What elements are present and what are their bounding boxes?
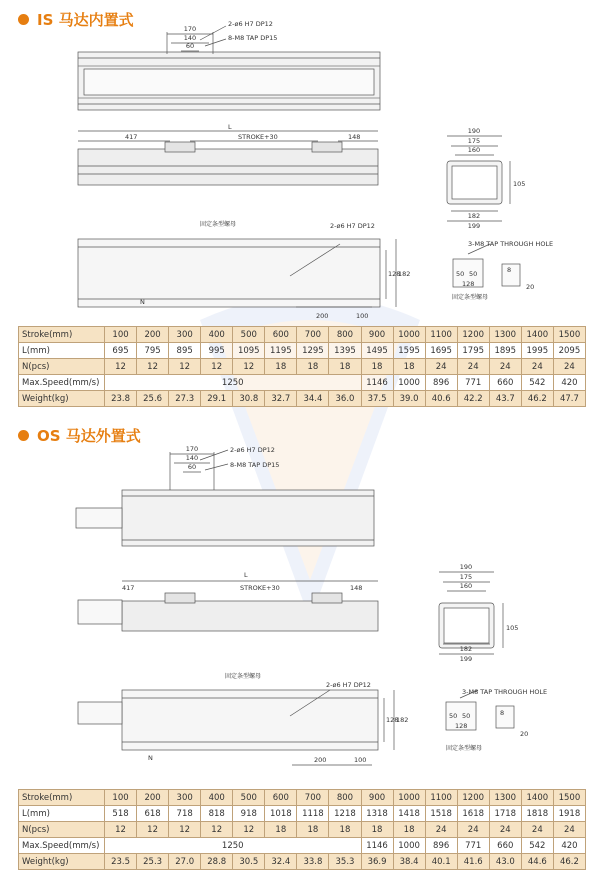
table-cell: 18 [265, 822, 297, 838]
table-row [19, 854, 586, 870]
drawing-os [0, 440, 606, 785]
table-row [19, 806, 586, 822]
table-cell: 41.6 [457, 854, 489, 870]
table-cell: 1318 [361, 806, 393, 822]
table-cell: 12 [169, 822, 201, 838]
table-cell: 32.4 [265, 854, 297, 870]
table-cell: 12 [201, 359, 233, 375]
table-cell: 1195 [265, 343, 297, 359]
row-label: Max.Speed(mm/s) [19, 375, 105, 391]
table-cell: 34.4 [297, 391, 329, 407]
table-cell: 1500 [553, 790, 585, 806]
table-cell: 918 [233, 806, 265, 822]
table-cell: 18 [265, 359, 297, 375]
dim-N: N [148, 754, 153, 762]
table-cell: 1718 [489, 806, 521, 822]
detail-50a: 50 [449, 712, 458, 720]
table-cell: 24 [521, 359, 553, 375]
table-cell: 28.8 [201, 854, 233, 870]
table-cell: 1818 [521, 806, 553, 822]
table-cell: 1200 [457, 790, 489, 806]
table-cell: 30.8 [233, 391, 265, 407]
table-cell: 900 [361, 790, 393, 806]
dim-140: 140 [185, 454, 199, 462]
table-cell: 1250 [105, 838, 362, 854]
row-label: Stroke(mm) [19, 790, 105, 806]
table-cell: 795 [137, 343, 169, 359]
table-cell: 660 [489, 838, 521, 854]
table-cell: 27.3 [169, 391, 201, 407]
nut-label: 固定条型螺母 [225, 673, 262, 680]
dim-L: L [228, 123, 232, 131]
table-row [19, 391, 586, 407]
dim-N: N [140, 298, 145, 306]
table-cell: 1500 [553, 327, 585, 343]
table-row [19, 343, 586, 359]
technical-drawing-is [0, 14, 606, 324]
dim-182: 182 [467, 212, 481, 220]
dim-128: 128 [388, 270, 401, 278]
table-cell: 43.7 [489, 391, 521, 407]
row-label: N(pcs) [19, 822, 105, 838]
table-cell: 1395 [329, 343, 361, 359]
dim-182b: 182 [398, 270, 411, 278]
table-cell: 25.6 [137, 391, 169, 407]
table-cell: 420 [553, 838, 585, 854]
table-cell: 1695 [425, 343, 457, 359]
dim-140: 140 [183, 34, 197, 42]
table-cell: 618 [137, 806, 169, 822]
table-cell: 12 [233, 822, 265, 838]
table-cell: 800 [329, 327, 361, 343]
table-cell: 12 [169, 359, 201, 375]
detail-8: 8 [507, 266, 512, 274]
spec-table-is [18, 326, 586, 407]
table-cell: 1100 [425, 790, 457, 806]
table-cell: 1000 [393, 790, 425, 806]
table-cell: 30.5 [233, 854, 265, 870]
detail-tap-note: 3-M8 TAP THROUGH HOLE [462, 688, 548, 696]
table-cell: 37.5 [361, 391, 393, 407]
row-label: Weight(kg) [19, 391, 105, 407]
detail-50b: 50 [469, 270, 478, 278]
table-cell: 18 [297, 359, 329, 375]
table-cell: 895 [169, 343, 201, 359]
dim-182b: 182 [396, 716, 409, 724]
table-cell: 695 [105, 343, 137, 359]
section-title: OS 马达外置式 [37, 426, 141, 445]
dim-60: 60 [185, 42, 195, 50]
table-cell: 18 [361, 359, 393, 375]
bottom-pin-note: 2-ø6 H7 DP12 [326, 681, 371, 689]
table-cell: 1895 [489, 343, 521, 359]
detail-50b: 50 [462, 712, 471, 720]
table-cell: 44.6 [521, 854, 553, 870]
detail-50a: 50 [456, 270, 465, 278]
table-row [19, 327, 586, 343]
table-cell: 24 [457, 822, 489, 838]
table-cell: 12 [233, 359, 265, 375]
table-row [19, 790, 586, 806]
dim-190: 190 [467, 127, 481, 135]
table-cell: 771 [457, 375, 489, 391]
table-cell: 300 [169, 327, 201, 343]
table-cell: 36.0 [329, 391, 361, 407]
row-label: L(mm) [19, 343, 105, 359]
table-cell: 100 [105, 790, 137, 806]
table-row [19, 822, 586, 838]
tap-note: 8-M8 TAP DP15 [228, 34, 278, 42]
dim-175: 175 [459, 573, 473, 581]
table-cell: 24 [489, 359, 521, 375]
dim-199: 199 [467, 222, 481, 230]
table-cell: 896 [425, 838, 457, 854]
table-cell: 42.2 [457, 391, 489, 407]
table-cell: 518 [105, 806, 137, 822]
table-cell: 700 [297, 790, 329, 806]
dim-128: 128 [386, 716, 399, 724]
dim-L: L [244, 571, 248, 579]
table-cell: 24 [489, 822, 521, 838]
table-cell: 500 [233, 327, 265, 343]
table-cell: 600 [265, 327, 297, 343]
row-label: Max.Speed(mm/s) [19, 838, 105, 854]
table-cell: 900 [361, 327, 393, 343]
table-cell: 29.1 [201, 391, 233, 407]
table-cell: 32.7 [265, 391, 297, 407]
drawing-is [0, 14, 606, 324]
detail-128: 128 [462, 280, 475, 288]
table-cell: 46.2 [553, 854, 585, 870]
table-cell: 542 [521, 838, 553, 854]
dim-200: 200 [316, 312, 329, 320]
table-cell: 35.3 [329, 854, 361, 870]
detail-8: 8 [500, 709, 505, 717]
table-cell: 36.9 [361, 854, 393, 870]
section-title: IS 马达内置式 [37, 10, 134, 29]
table-cell: 43.0 [489, 854, 521, 870]
table-cell: 1200 [457, 327, 489, 343]
bottom-pin-note: 2-ø6 H7 DP12 [330, 222, 375, 230]
table-cell: 1618 [457, 806, 489, 822]
row-label: Weight(kg) [19, 854, 105, 870]
nut-label: 固定条型螺母 [200, 221, 237, 228]
table-cell: 24 [457, 359, 489, 375]
dim-stroke: STROKE+30 [238, 133, 278, 141]
table-cell: 400 [201, 790, 233, 806]
bullet-icon [18, 430, 29, 441]
dim-148: 148 [350, 584, 363, 592]
dim-160: 160 [459, 582, 473, 590]
table-cell: 1595 [393, 343, 425, 359]
table-cell: 1300 [489, 790, 521, 806]
table-cell: 1146 [361, 838, 393, 854]
table-cell: 47.7 [553, 391, 585, 407]
dim-200: 200 [314, 756, 327, 764]
table-cell: 1250 [105, 375, 362, 391]
row-label: L(mm) [19, 806, 105, 822]
table-cell: 1495 [361, 343, 393, 359]
dim-105: 105 [506, 624, 519, 632]
table-cell: 1795 [457, 343, 489, 359]
dim-148: 148 [348, 133, 361, 141]
pin-note: 2-ø6 H7 DP12 [230, 446, 275, 454]
table-cell: 200 [137, 327, 169, 343]
table-cell: 24 [521, 822, 553, 838]
table-cell: 39.0 [393, 391, 425, 407]
table-cell: 1218 [329, 806, 361, 822]
dim-175: 175 [467, 137, 481, 145]
detail-nut-label: 固定条型螺母 [452, 294, 489, 301]
table-cell: 12 [201, 822, 233, 838]
table-cell: 24 [553, 822, 585, 838]
table-cell: 1000 [393, 327, 425, 343]
table-cell: 1018 [265, 806, 297, 822]
spec-table-os [18, 789, 586, 870]
table-cell: 18 [329, 822, 361, 838]
detail-tap-note: 3-M8 TAP THROUGH HOLE [468, 240, 554, 248]
table-cell: 2095 [553, 343, 585, 359]
table-cell: 38.4 [393, 854, 425, 870]
table-cell: 1518 [425, 806, 457, 822]
table-cell: 1118 [297, 806, 329, 822]
dim-60: 60 [187, 463, 197, 471]
table-cell: 12 [137, 822, 169, 838]
detail-128: 128 [455, 722, 468, 730]
table-cell: 1146 [361, 375, 393, 391]
table-cell: 27.0 [169, 854, 201, 870]
table-cell: 12 [105, 822, 137, 838]
table-cell: 896 [425, 375, 457, 391]
row-label: N(pcs) [19, 359, 105, 375]
table-cell: 1000 [393, 838, 425, 854]
dim-417: 417 [125, 133, 138, 141]
table-cell: 40.1 [425, 854, 457, 870]
table-cell: 18 [297, 822, 329, 838]
dim-170: 170 [185, 445, 199, 453]
table-row [19, 375, 586, 391]
table-cell: 1400 [521, 790, 553, 806]
dim-100: 100 [356, 312, 369, 320]
row-label: Stroke(mm) [19, 327, 105, 343]
table-cell: 800 [329, 790, 361, 806]
table-cell: 1095 [233, 343, 265, 359]
table-cell: 46.2 [521, 391, 553, 407]
table-cell: 300 [169, 790, 201, 806]
technical-drawing-os [0, 440, 606, 785]
detail-20: 20 [520, 730, 529, 738]
table-cell: 18 [393, 822, 425, 838]
table-cell: 100 [105, 327, 137, 343]
table-cell: 1300 [489, 327, 521, 343]
table-cell: 1918 [553, 806, 585, 822]
dim-190: 190 [459, 563, 473, 571]
dim-199: 199 [459, 655, 473, 663]
table-cell: 23.8 [105, 391, 137, 407]
table-cell: 33.8 [297, 854, 329, 870]
detail-20: 20 [526, 283, 535, 291]
table-cell: 12 [137, 359, 169, 375]
table-cell: 420 [553, 375, 585, 391]
detail-nut-label: 固定条型螺母 [446, 745, 483, 752]
table-cell: 25.3 [137, 854, 169, 870]
table-cell: 718 [169, 806, 201, 822]
table-cell: 24 [425, 822, 457, 838]
table-cell: 18 [393, 359, 425, 375]
table-cell: 500 [233, 790, 265, 806]
table-row [19, 359, 586, 375]
table-cell: 700 [297, 327, 329, 343]
table-cell: 542 [521, 375, 553, 391]
table-cell: 1418 [393, 806, 425, 822]
table-cell: 660 [489, 375, 521, 391]
dim-stroke: STROKE+30 [240, 584, 280, 592]
dim-170: 170 [183, 25, 197, 33]
table-cell: 600 [265, 790, 297, 806]
table-cell: 1400 [521, 327, 553, 343]
dim-417: 417 [122, 584, 135, 592]
table-cell: 24 [425, 359, 457, 375]
table-cell: 1000 [393, 375, 425, 391]
tap-note: 8-M8 TAP DP15 [230, 461, 280, 469]
table-cell: 12 [105, 359, 137, 375]
table-cell: 995 [201, 343, 233, 359]
dim-182: 182 [459, 645, 473, 653]
pin-note: 2-ø6 H7 DP12 [228, 20, 273, 28]
table-cell: 818 [201, 806, 233, 822]
table-cell: 1995 [521, 343, 553, 359]
table-cell: 40.6 [425, 391, 457, 407]
dim-105: 105 [513, 180, 526, 188]
table-cell: 400 [201, 327, 233, 343]
dim-100: 100 [354, 756, 367, 764]
table-cell: 200 [137, 790, 169, 806]
table-cell: 18 [361, 822, 393, 838]
table-cell: 771 [457, 838, 489, 854]
dim-160: 160 [467, 146, 481, 154]
table-cell: 24 [553, 359, 585, 375]
table-cell: 1100 [425, 327, 457, 343]
table-cell: 1295 [297, 343, 329, 359]
table-cell: 18 [329, 359, 361, 375]
table-cell: 23.5 [105, 854, 137, 870]
table-row [19, 838, 586, 854]
